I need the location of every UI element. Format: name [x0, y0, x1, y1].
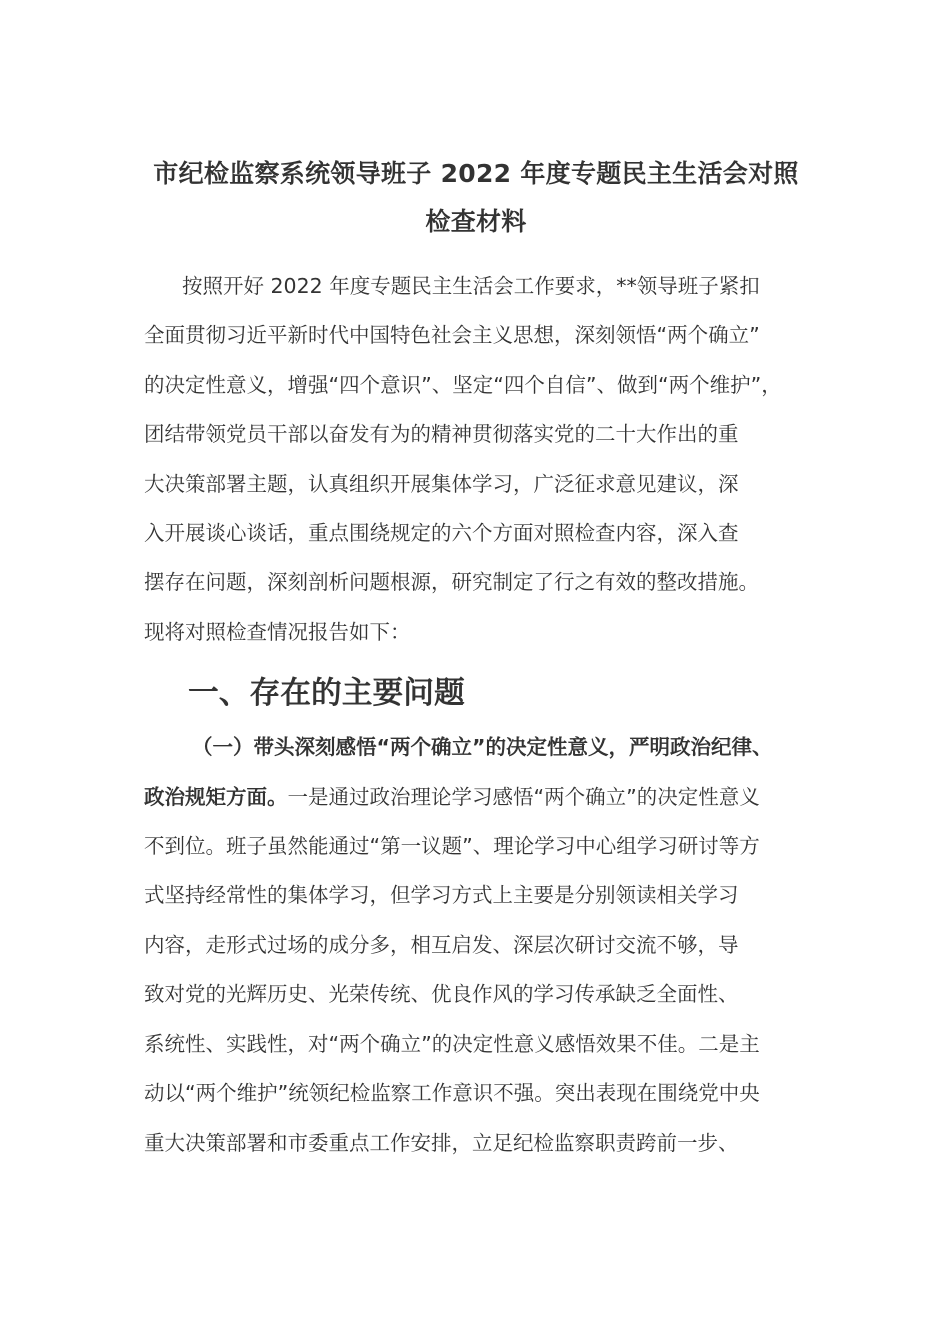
text-line: 按照开好 2022 年度专题民主生活会工作要求，**领导班子紧扣: [182, 274, 760, 298]
text-line: 系统性、实践性，对“两个确立”的决定性意义感悟效果不佳。二是主: [144, 1031, 760, 1056]
document-title: [144, 150, 808, 246]
text-line: 重大决策部署和市委重点工作安排，立足纪检监察职责跨前一步、: [144, 1130, 739, 1155]
intro-paragraph: [144, 262, 808, 657]
text-line: [144, 773, 808, 822]
subsection-paragraph: [144, 723, 808, 1168]
text-line: 现将对照检查情况报告如下：: [144, 619, 411, 644]
text-fragment: 一是通过政治理论学习感悟“两个确立”的决定性意义: [287, 784, 760, 809]
document-page: [144, 150, 808, 1168]
text-line: 动以“两个维护”统领纪检监察工作意识不强。突出表现在围绕党中央: [144, 1081, 760, 1106]
text-line: 入开展谈心谈话，重点围绕规定的六个方面对照检查内容，深入查: [144, 521, 739, 546]
title-line: 检查材料: [425, 207, 527, 236]
text-line: 不到位。班子虽然能通过“第一议题”、理论学习中心组学习研讨等方: [144, 834, 760, 859]
text-line: 致对党的光辉历史、光荣传统、优良作风的学习传承缺乏全面性、: [144, 982, 739, 1007]
text-line: 的决定性意义，增强“四个意识”、坚定“四个自信”、做到“两个维护”，: [144, 372, 782, 397]
section-heading: 一、存在的主要问题: [188, 675, 465, 712]
document-body: [144, 262, 808, 1168]
text-line: 团结带领党员干部以奋发有为的精神贯彻落实党的二十大作出的重: [144, 422, 739, 447]
text-line: 式坚持经常性的集体学习，但学习方式上主要是分别领读相关学习: [144, 883, 739, 908]
subsection-heading: （一）带头深刻感悟“两个确立”的决定性意义，严明政治纪律、: [192, 735, 773, 760]
text-line: 全面贯彻习近平新时代中国特色社会主义思想，深刻领悟“两个确立”: [144, 323, 760, 348]
text-line: 摆存在问题，深刻剖析问题根源，研究制定了行之有效的整改措施。: [144, 570, 759, 595]
text-line: 大决策部署主题，认真组织开展集体学习，广泛征求意见建议，深: [144, 471, 739, 496]
title-line: 市纪检监察系统领导班子 2022 年度专题民主生活会对照: [153, 159, 799, 188]
subsection-heading-end: 政治规矩方面。: [144, 784, 288, 809]
text-line: 内容，走形式过场的成分多，相互启发、深层次研讨交流不够，导: [144, 932, 739, 957]
